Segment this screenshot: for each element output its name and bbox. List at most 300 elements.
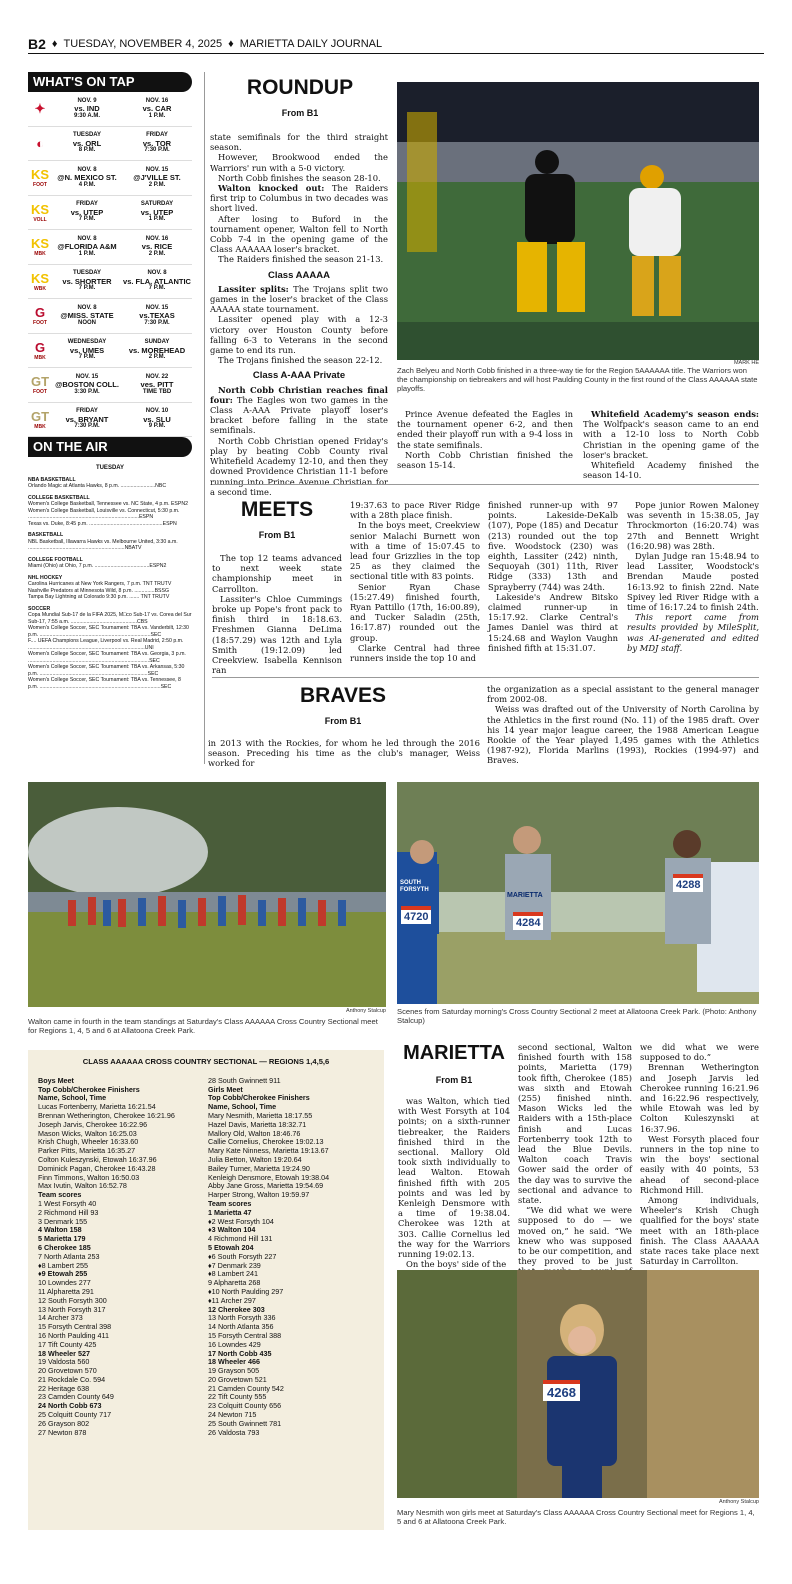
paragraph: Dylan Judge ran 15:48.94 to lead Lassiter, Woodstock's Brendan Maude posted 16:13.92 to finish 22nd. Nate Spivey led River Ridge with a time of 16:17.24 to finish 24th. — [627, 551, 759, 613]
air-listing: Women's College Basketball, Louisville vs. Connecticut, 5:30 p.m. .............................................................................ESPN — [28, 507, 180, 520]
result-line: Mallory Old, Walton 18:46.76 — [208, 1128, 301, 1138]
paragraph: Pope junior Rowen Maloney was seventh in 15:38.05, Jay Throckmorton (16:20.74) was 27th and Bennett Wright (16:20.98) was 28th. — [627, 500, 759, 551]
result-line: 17 North Cobb 435 — [208, 1348, 272, 1358]
gt-foot-logo-icon — [28, 372, 52, 398]
nesmith-photo — [397, 1270, 759, 1498]
marietta-col-3 — [640, 1042, 759, 1266]
result-line: 22 Heritage 638 — [38, 1383, 90, 1393]
results-right — [208, 1077, 374, 1438]
result-line: ♦3 Walton 104 — [208, 1225, 256, 1235]
result-line: ♦8 Lambert 241 — [208, 1269, 259, 1279]
game-date: NOV. 15 — [75, 373, 99, 380]
result-line: 17 Tift County 425 — [38, 1339, 97, 1349]
tap-game — [122, 236, 192, 259]
result-line: 21 Camden County 542 — [208, 1383, 284, 1393]
roundup-col-2 — [397, 409, 573, 470]
header-date: TUESDAY, NOVEMBER 4, 2025 — [63, 37, 223, 50]
paragraph: However, Brookwood ended the Warriors' run with a 5-0 victory. — [210, 152, 388, 173]
gt-mbk-logo-icon — [28, 406, 52, 432]
tap-game — [122, 270, 192, 293]
tap-game — [52, 236, 122, 259]
result-line: 3 Denmark 155 — [38, 1216, 88, 1226]
air-listing: Women's College Soccer, SEC Tournament: TBA vs. Arkansas, 5:30 p.m. ...........................................................................SEC — [28, 664, 185, 677]
marietta-headline: MARIETTA — [403, 1042, 505, 1064]
braves-text-2b: Weiss was drafted out of the University of North Carolina by the Athletics in the first round (No. 11) of the 1985 draft. Over his 14 year major league career, the 1988 American League Rookie of the Year played 1,495 games with the Athletics (1987-92), Florida Marlins (1993), Rockies (1994-97) and Braves. — [487, 704, 759, 766]
result-line: 21 Rockdale Co. 594 — [38, 1374, 106, 1384]
race-start-image — [28, 782, 386, 1007]
page-number: B2 — [28, 35, 46, 52]
logo-glyph: ✦ — [34, 100, 46, 116]
result-line: Colton Kuleszynski, Etowah 16:37.96 — [38, 1154, 157, 1164]
game-opponent: @FLORIDA A&M — [57, 242, 117, 251]
game-date: TUESDAY — [72, 270, 102, 276]
lead-in: Whitefield Academy's season ends: — [591, 409, 759, 419]
game-time: 7 P.M. — [78, 354, 96, 360]
paragraph: was Walton, which tied with West Forsyth at 104 points; on a sixth-runner tiebreaker, the Raiders finished third in the sectional. Mallory Old took sixth individually to lead Walton. Etowah finished fifth with 205 points and was led by Kenleigh Densmore with a time of 19:38.04. Cherokee was 12th at 303. Callie Cornelius led the way for the Warriors running 19:02.13. — [398, 1096, 510, 1260]
marietta-jersey: MARIETTA — [507, 892, 543, 899]
logo-tag: FOOT — [33, 320, 47, 327]
air-listing: Women's College Basketball, Tennessee vs. NC State, 4 p.m. ESPN2 — [28, 501, 188, 507]
result-line: 23 Colquitt County 656 — [208, 1401, 282, 1411]
result-line: 25 South Gwinnett 781 — [208, 1418, 282, 1428]
uga-foot-logo-icon — [28, 303, 52, 329]
result-line: 16 North Paulding 411 — [38, 1330, 109, 1340]
result-line: Team scores — [208, 1198, 252, 1208]
result-line: 18 Wheeler 466 — [208, 1357, 260, 1367]
result-line: 24 Newton 715 — [208, 1410, 257, 1420]
result-line: 23 Camden County 649 — [38, 1392, 114, 1402]
lead-in: Walton knocked out: — [218, 183, 325, 194]
result-line: 1 West Forsyth 40 — [38, 1198, 97, 1208]
result-line: Abby Jane Gross, Marietta 19:54.69 — [208, 1181, 324, 1191]
tap-row — [28, 161, 192, 196]
air-listing: Women's College Soccer, SEC Tournament: TBA vs. Tennessee, 8 p.m. ....................................................................................SEC — [28, 677, 181, 690]
tap-game — [122, 132, 192, 155]
football-image — [397, 82, 759, 360]
runners-photo — [397, 782, 759, 1004]
runners-caption: Scenes from Saturday morning's Cross Country Sectional 2 meet at Allatoona Creek Park. (Photo: Anthony Stalcup) — [397, 1007, 757, 1025]
tap-game — [122, 98, 192, 121]
result-line: Name, School, Time — [208, 1102, 277, 1112]
game-opponent: vs. TOR — [142, 138, 172, 148]
game-opponent: @BOSTON COLL. — [55, 380, 119, 389]
result-line: 24 North Cobb 673 — [38, 1401, 102, 1411]
air-category: NBA BASKETBALL — [28, 476, 76, 483]
results-left — [38, 1077, 204, 1438]
paragraph: North Cobb Christian opened Friday's play by beating Cobb County rival Whitefield Academy 12-10, and then they downed Providence Christian 11-1 before running into Prince Avenue Christian for a second time. — [210, 435, 388, 497]
result-line: Krish Chugh, Wheeler 16:33.60 — [38, 1137, 139, 1147]
game-date: NOV. 8 — [147, 270, 167, 276]
game-date: NOV. 15 — [145, 166, 169, 173]
game-opponent: @J'VILLE ST. — [133, 173, 181, 182]
game-time: 7 P.M. — [78, 285, 96, 291]
result-line: 2 Richmond Hill 93 — [38, 1207, 99, 1217]
result-line: ♦9 Etowah 255 — [38, 1269, 88, 1279]
result-line: 26 Valdosta 793 — [208, 1427, 260, 1437]
result-line: Top Cobb/Cherokee Finishers — [208, 1093, 310, 1103]
logo-glyph: G — [34, 305, 46, 321]
game-time: TIME TBD — [142, 388, 172, 395]
logo-glyph: G — [34, 339, 46, 355]
result-line: Girls Meet — [208, 1084, 243, 1094]
result-line: ♦2 West Forsyth 104 — [208, 1216, 274, 1226]
bib-4268: 4268 — [543, 1380, 580, 1401]
meets-headline: MEETS — [240, 498, 314, 521]
meets-col-4 — [627, 500, 759, 653]
result-line: ♦10 North Paulding 297 — [208, 1286, 284, 1296]
result-line: 1 Marietta 47 — [208, 1207, 252, 1217]
braves-text-2a: the organization as a special assistant to the general manager from 2002-08. — [487, 684, 759, 705]
game-date: NOV. 8 — [77, 304, 97, 311]
braves-from: From B1 — [324, 716, 362, 726]
air-listing: Miami (Ohio) at Ohio, 7 p.m. ......................................ESPN2 — [28, 563, 167, 569]
ks-mbk-logo-icon — [28, 234, 52, 260]
whats-on-tap — [28, 72, 192, 437]
result-line: 26 Grayson 802 — [38, 1418, 90, 1428]
tap-game — [122, 201, 192, 224]
result-line: 5 Etowah 204 — [208, 1242, 254, 1252]
result-line: 15 Forsyth Central 398 — [38, 1322, 112, 1332]
nesmith-credit: Anthony Stalcup — [718, 1499, 759, 1505]
paragraph: North Cobb Christian reaches final four: The Eagles won two games in the Class A-AAA Private playoff loser's bracket before falling in the state semifinals. — [210, 384, 388, 436]
result-line: 18 Wheeler 527 — [38, 1348, 90, 1358]
game-time: 9 P.M. — [148, 423, 166, 429]
roundup-col-1 — [210, 132, 388, 497]
uga-mbk-logo-icon — [28, 337, 52, 363]
result-line: Mary Kate Ninness, Marietta 19:13.67 — [208, 1146, 329, 1156]
result-line: Name, School, Time — [38, 1093, 107, 1103]
marietta-col-1 — [398, 1096, 510, 1269]
paragraph: Lassiter splits: The Trojans split two games in the loser's bracket of the Class AAAAA state tournament. — [210, 283, 388, 315]
football-credit: MARK HE — [733, 360, 759, 366]
logo-tag: MBK — [34, 354, 46, 361]
result-line: ♦11 Archer 297 — [208, 1295, 256, 1305]
braves-headline: BRAVES — [300, 684, 386, 707]
result-line: Callie Cornelius, Cherokee 19:02.13 — [208, 1137, 324, 1147]
logo-glyph: KS — [30, 167, 50, 183]
tap-row — [28, 230, 192, 265]
logo-glyph: GT — [30, 408, 50, 424]
result-line: 5 Marietta 179 — [38, 1234, 86, 1244]
tap-game — [122, 374, 192, 397]
paragraph: we did what we were supposed to do.” — [640, 1042, 759, 1063]
ks-voll-logo-icon — [28, 199, 52, 225]
result-line: Top Cobb/Cherokee Finishers — [38, 1084, 140, 1094]
lead-in: North Cobb Christian reaches final four: — [210, 384, 388, 405]
result-line: 28 South Gwinnett 911 — [208, 1075, 281, 1085]
paragraph: Lassiter opened play with a 12-3 victory over Houston County before falling 6-3 to Veterans in the second game to end its run. — [210, 314, 388, 356]
paragraph: “We did what we were supposed to do — we moved on,” he said. “We knew who was supposed to be our competition, and they proved to be just — [518, 1205, 632, 1267]
game-date: FRIDAY — [76, 408, 98, 414]
air-listing: Orlando Magic at Atlanta Hawks, 8 p.m. ........................NBC — [28, 483, 167, 489]
air-listing: Texas vs. Duke, 8:45 p.m. ...................................................ESPN — [28, 520, 177, 527]
paragraph: Walton knocked out: The Raiders first trip to Columbus in two decades was short lived. — [210, 183, 388, 214]
hawks-logo-icon — [28, 130, 52, 156]
result-line: Dominick Pagan, Cherokee 16:43.28 — [38, 1163, 156, 1173]
tap-row — [28, 334, 192, 369]
tap-game — [122, 408, 192, 431]
header-paper: MARIETTA DAILY JOURNAL — [239, 37, 383, 50]
tap-row — [28, 265, 192, 300]
roundup-headline: ROUNDUP — [246, 76, 354, 99]
air-title: ON THE AIR — [28, 437, 192, 457]
tap-row — [28, 403, 192, 438]
result-line: 22 Tift County 555 — [208, 1392, 267, 1402]
logo-glyph: KS — [30, 236, 50, 252]
south-forsyth-jersey — [400, 880, 429, 894]
logo-tag: WBK — [34, 285, 46, 292]
game-opponent: vs. CAR — [142, 104, 172, 113]
paragraph: state semifinals for the third straight season. — [210, 132, 388, 153]
paragraph: On the boys' side of the — [406, 1259, 507, 1270]
tap-game — [52, 374, 122, 397]
tap-game — [52, 167, 122, 190]
result-line: Bailey Turner, Marietta 19:24.90 — [208, 1163, 310, 1173]
game-opponent: vs. UTEP — [70, 207, 104, 217]
air-listing: Nashville Predators at Minnesota Wild, 8 p.m. ..............BSSG — [28, 587, 169, 594]
logo-tag: MBK — [34, 251, 46, 258]
tap-row — [28, 299, 192, 334]
game-opponent: vs.TEXAS — [139, 311, 175, 320]
game-opponent: vs. UTEP — [140, 207, 174, 217]
result-line: Team scores — [38, 1190, 82, 1200]
jersey-text-1: SOUTH — [400, 880, 421, 886]
air-category: COLLEGE BASKETBALL — [28, 494, 90, 501]
result-line: 11 Alpharetta 291 — [38, 1286, 94, 1296]
result-line: Brennan Wetherington, Cherokee 16:21.96 — [38, 1110, 175, 1120]
jersey-text-2: FORSYTH — [400, 887, 429, 893]
game-time: 7 P.M. — [148, 285, 166, 291]
game-opponent: vs. SHORTER — [62, 276, 112, 286]
result-line: Boys Meet — [38, 1075, 74, 1085]
air-category: SOCCER — [28, 605, 51, 612]
game-time: 2 P.M. — [148, 354, 166, 360]
game-date: NOV. 8 — [77, 235, 97, 242]
paragraph: Whitefield Academy finished the season 14-10. — [583, 460, 759, 481]
game-opponent: ves. PITT — [140, 380, 174, 389]
result-line: 13 North Forsyth 317 — [38, 1304, 106, 1314]
tap-row — [28, 368, 192, 403]
column-rule — [204, 72, 205, 764]
result-line: Max Ivutin, Walton 16:52.78 — [38, 1181, 127, 1191]
logo-tag: FOOT — [33, 389, 47, 396]
header-sep: ♦ — [228, 37, 234, 50]
result-line: Parker Pitts, Marietta 16:35.27 — [38, 1146, 136, 1156]
game-opponent: @N. MEXICO ST. — [57, 173, 117, 182]
game-date: WEDNESDAY — [67, 339, 107, 345]
paragraph: Clarke Central had three runners inside the top 10 and — [350, 642, 480, 664]
paragraph: Prince Avenue defeated the Eagles in the tournament opener 6-2, and then ended their playoff run with a 9-4 loss in the state semifinals. — [397, 409, 573, 450]
paragraph: After losing to Buford in the tournament opener, Walton fell to North Cobb 7-4 in the opening game of the Class AAAAAA loser's bracket. — [210, 213, 388, 255]
meets-col-2 — [350, 500, 480, 663]
air-listing: Women's College Soccer, SEC Tournament: TBA vs. Georgia, 3 p.m. ....................................................................................SEC — [28, 651, 186, 664]
result-line: Mason Wicks, Walton 16:25.03 — [38, 1128, 137, 1138]
logo-glyph: ◐ — [36, 135, 44, 151]
nesmith-caption: Mary Nesmith won girls meet at Saturday's Class AAAAAA Cross Country Sectional meet for Regions 1, 4, 5 and 6 at Allatoona Creek Park. — [397, 1508, 755, 1526]
logo-glyph: KS — [30, 270, 50, 286]
bib-4284: 4284 — [513, 912, 543, 930]
result-line: ♦6 South Forsyth 227 — [208, 1251, 277, 1261]
result-line: 7 North Atlanta 253 — [38, 1251, 100, 1261]
result-line: 4 Walton 158 — [38, 1225, 82, 1235]
paragraph: Senior Ryan Chase (15:27.49) finished fourth, Ryan Pattillo (17th, 16:00.89), and Tucker Saladin (25th, 16:17.87) rounded out the group. — [350, 581, 480, 643]
result-line: 14 Archer 373 — [38, 1313, 83, 1323]
lead-in: Lassiter splits: — [218, 283, 289, 294]
ks-foot-logo-icon — [28, 165, 52, 191]
results-box — [28, 1050, 384, 1530]
air-listing: NBL Basketball, Illawarra Hawks vs. Melbourne United, 3:30 a.m. ...................................................................NBATV — [28, 538, 178, 551]
game-date: NOV. 9 — [77, 97, 97, 104]
game-date: SUNDAY — [144, 339, 170, 345]
logo-tag: FOOT — [33, 182, 47, 189]
game-time: 9:30 A.M. — [73, 112, 101, 119]
tap-game — [122, 339, 192, 362]
bib-4720: 4720 — [401, 906, 431, 924]
tap-game — [52, 270, 122, 293]
braves-col-2 — [487, 684, 759, 766]
ks-wbk-logo-icon — [28, 268, 52, 294]
paragraph: second sectional, Walton finished fourth with 158 points, Marietta (179) took fifth, Cherokee (185) was sixth and Etowah (255) finished ninth. Mason Wicks led the Raiders with a 15th-place finish and Lucas Fortenberry took 12th to lead the Blue Devils. Walton coach Travis Gower said the order of the day was to survive the sectional and advance to state. — [518, 1042, 632, 1206]
air-listing: Carolina Hurricanes at New York Rangers, 7 p.m. TNT TRUTV — [28, 581, 172, 587]
game-time: 2 P.M. — [148, 250, 166, 257]
game-time: 7:30 P.M. — [74, 423, 100, 429]
header-sep: ♦ — [51, 37, 58, 50]
tap-row — [28, 127, 192, 162]
game-opponent: vs. RICE — [141, 242, 173, 251]
meets-col-1 — [212, 553, 342, 675]
falcons-logo-icon — [28, 96, 52, 122]
result-line: Julia Betton, Walton 19:20.64 — [208, 1154, 302, 1164]
result-line: 6 Cherokee 185 — [38, 1242, 91, 1252]
tap-game — [52, 305, 122, 328]
game-date: NOV. 16 — [145, 97, 169, 104]
game-time: 8 P.M. — [78, 147, 96, 153]
marietta-from: From B1 — [435, 1075, 473, 1085]
game-time: 1 P.M. — [78, 250, 96, 257]
result-line: 27 Newton 878 — [38, 1427, 87, 1437]
result-line: Mary Nesmith, Marietta 18:17.55 — [208, 1110, 313, 1120]
tap-game — [122, 167, 192, 190]
paragraph: West Forsyth placed four runners in the top nine to win the boys' sectional easily with 40 points, 53 ahead of second-place Richmond Hill. — [640, 1133, 759, 1195]
subhead: Class A-AAA Private — [252, 370, 346, 382]
air-list — [28, 477, 192, 691]
result-line: 12 Cherokee 303 — [208, 1304, 265, 1314]
result-line: 15 Forsyth Central 388 — [208, 1330, 282, 1340]
air-category: BASKETBALL — [28, 532, 64, 538]
result-line: 19 Valdosta 560 — [38, 1357, 90, 1367]
tap-rows — [28, 92, 192, 437]
logo-glyph: GT — [30, 374, 50, 390]
game-date: TUESDAY — [72, 132, 102, 138]
race-start-caption: Walton came in fourth in the team standings at Saturday's Class AAAAAA Cross Country Sectional meet for Regions 1, 4, 5 and 6 at Allatoona Creek Park. — [28, 1017, 378, 1035]
air-listing: F.... UEFA Champions League, Liverpool vs. Real Madrid, 2:50 p.m. .................................................................................UNI — [28, 638, 184, 651]
game-date: NOV. 8 — [77, 166, 97, 173]
tap-title: WHAT'S ON TAP — [28, 72, 192, 92]
air-listing: Women's College Soccer, SEC Tournament: TBA vs. Vanderbilt, 12:30 p.m. .............................................................................SEC — [28, 625, 189, 638]
logo-tag: MBK — [34, 423, 46, 430]
section-rule — [212, 484, 759, 485]
result-line: 20 Grovetown 521 — [208, 1374, 267, 1384]
tap-game — [52, 98, 122, 121]
paragraph: North Cobb Christian finished the season 15-14. — [397, 449, 573, 471]
paragraph: This report came from results provided by MileSplit, was AI-generated and edited by MDJ staff. — [627, 612, 759, 653]
game-date: FRIDAY — [76, 201, 98, 207]
result-line: Joseph Jarvis, Cherokee 16:22.96 — [38, 1119, 148, 1129]
section-rule — [212, 677, 759, 678]
bib-4288: 4288 — [673, 874, 703, 892]
result-line: 12 South Forsyth 300 — [38, 1295, 107, 1305]
game-date: NOV. 15 — [145, 304, 169, 311]
page-header — [28, 34, 764, 54]
game-time: 7 P.M. — [78, 216, 96, 222]
paragraph: 19:37.63 to pace River Ridge with a 28th place finish. — [350, 500, 480, 521]
game-time: 2 P.M. — [148, 181, 166, 188]
game-date: NOV. 16 — [145, 235, 169, 242]
football-caption: Zach Belyeu and North Cobb finished in a three-way tie for the Region 5AAAAAA title. The Warriors won the championship on tiebreakers and will host Paulding County in the first round of the Class AAAAAA state playoffs. — [397, 366, 758, 393]
tap-game — [52, 201, 122, 224]
result-line: ♦7 Denmark 239 — [208, 1260, 261, 1270]
paragraph: Brennan Wetherington and Joseph Jarvis led Cherokee running 16:21.96 and 16:22.96 respectively, while Etowah was led by Colton Kuleszynski at 16:37.96. — [640, 1062, 759, 1134]
result-line: ♦8 Lambert 255 — [38, 1260, 89, 1270]
game-time: 1 P.M. — [148, 216, 166, 222]
air-listing: Copa Mundial Sub-17 de la FIFA 2025, M□co Sub-17 vs. Corea del Sur Sub-17, 7:55 a.m. ..............................................CBS — [28, 612, 192, 625]
game-opponent: vs. FLA. ATLANTIC — [123, 276, 191, 286]
on-the-air — [28, 460, 192, 690]
game-time: 3:30 P.M. — [74, 388, 100, 395]
air-category: COLLEGE FOOTBALL — [28, 556, 83, 563]
roundup-from: From B1 — [281, 108, 319, 118]
game-opponent: @MISS. STATE — [60, 311, 114, 320]
game-opponent: vs. SLU — [143, 414, 171, 424]
game-date: FRIDAY — [146, 132, 168, 138]
paragraph: The top 12 teams advanced to next week state championship meet in Carrollton. — [212, 553, 342, 594]
air-category: NHL HOCKEY — [28, 574, 63, 581]
race-start-credit: Anthony Stalcup — [345, 1008, 386, 1014]
logo-glyph: KS — [30, 201, 50, 217]
result-line: 9 Alpharetta 268 — [208, 1278, 261, 1288]
paragraph: Lassiter's Chloe Cummings broke up Pope's front pack to finish third in 18:18.63. Freshmen Gianna DeLima (18:57.29) was 12th and Lyla Smith (19:12.09) led Creekview. Isabella Kennison ran — [212, 593, 342, 676]
air-day: TUESDAY — [95, 465, 125, 471]
game-time: 4 P.M. — [78, 181, 96, 188]
result-line: Hazel Davis, Marietta 18:32.71 — [208, 1119, 307, 1129]
paragraph: The Trojans finished the season 22-12. — [218, 355, 383, 366]
tap-game — [122, 305, 192, 328]
paragraph: The Raiders finished the season 21-13. — [218, 254, 384, 265]
football-photo — [397, 82, 759, 360]
tap-row — [28, 92, 192, 127]
marietta-col-2 — [518, 1042, 632, 1287]
result-line: 16 Lowndes 429 — [208, 1339, 261, 1349]
game-opponent: vs. IND — [74, 104, 100, 113]
paragraph: Whitefield Academy's season ends: The Wolfpack's season came to an end with a 12-10 loss to North Cobb Christian in the opening game of the loser's bracket. — [583, 409, 759, 460]
game-time: NOON — [78, 319, 96, 326]
result-line: 4 Richmond Hill 131 — [208, 1234, 273, 1244]
game-time: 7:30 P.M. — [144, 147, 170, 153]
roundup-col-3 — [583, 409, 759, 480]
result-line: 19 Grayson 505 — [208, 1366, 260, 1376]
result-line: 20 Grovetown 570 — [38, 1366, 97, 1376]
result-line: 13 North Forsyth 336 — [208, 1313, 276, 1323]
game-time: 7:30 P.M. — [144, 319, 170, 326]
result-line: Finn Timmons, Walton 16:50.03 — [38, 1172, 140, 1182]
result-line: Harper Strong, Walton 19:59.97 — [208, 1190, 310, 1200]
game-opponent: vs. UMES — [69, 345, 105, 355]
paragraph: North Cobb finishes the season 28-10. — [218, 172, 381, 183]
meets-col-3 — [488, 500, 618, 653]
game-opponent: vs. ORL — [72, 138, 102, 148]
subhead: Class AAAAA — [268, 269, 330, 281]
meets-from: From B1 — [258, 530, 296, 540]
